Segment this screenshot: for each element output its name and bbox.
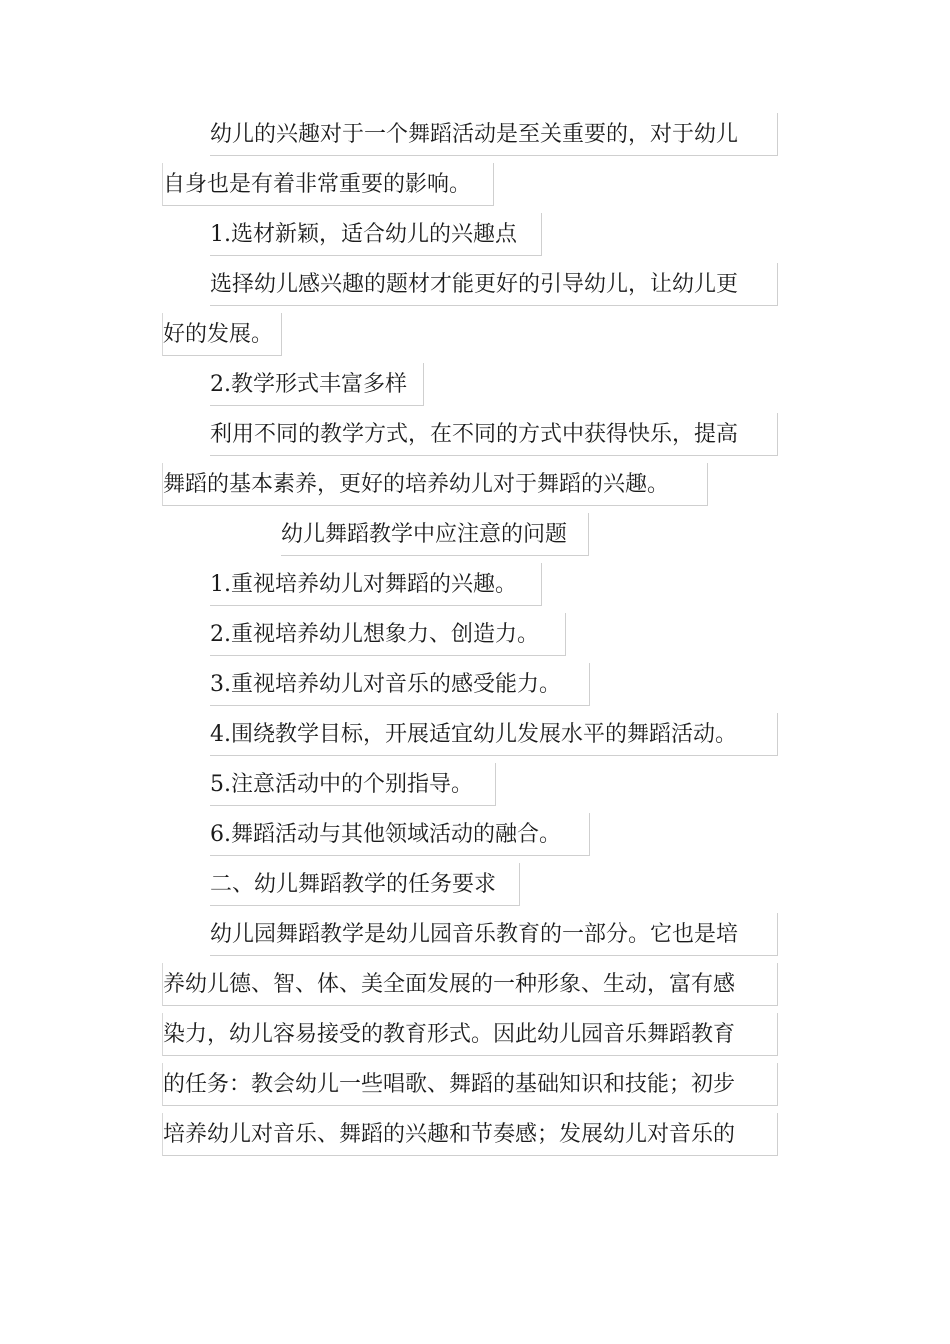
- section-heading: 2.教学形式丰富多样: [210, 363, 424, 406]
- list-item: 1.重视培养幼儿对舞蹈的兴趣。: [210, 563, 542, 606]
- paragraph-line: 养幼儿德、智、体、美全面发展的一种形象、生动，富有感: [162, 963, 778, 1006]
- paragraph-line: 舞蹈的基本素养，更好的培养幼儿对于舞蹈的兴趣。: [162, 463, 708, 506]
- paragraph-line: 培养幼儿对音乐、舞蹈的兴趣和节奏感；发展幼儿对音乐的: [162, 1113, 778, 1156]
- section-heading: 1.选材新颖，适合幼儿的兴趣点: [210, 213, 542, 256]
- paragraph-line: 利用不同的教学方式，在不同的方式中获得快乐，提高: [210, 413, 778, 456]
- paragraph-line: 染力，幼儿容易接受的教育形式。因此幼儿园音乐舞蹈教育: [162, 1013, 778, 1056]
- list-item: 3.重视培养幼儿对音乐的感受能力。: [210, 663, 590, 706]
- section-heading: 二、幼儿舞蹈教学的任务要求: [210, 863, 520, 906]
- paragraph-line: 的任务：教会幼儿一些唱歌、舞蹈的基础知识和技能；初步: [162, 1063, 778, 1106]
- paragraph-line: 好的发展。: [162, 313, 282, 356]
- centered-heading: 幼儿舞蹈教学中应注意的问题: [281, 513, 589, 556]
- paragraph-line: 幼儿的兴趣对于一个舞蹈活动是至关重要的，对于幼儿: [210, 113, 778, 156]
- list-item: 6.舞蹈活动与其他领域活动的融合。: [210, 813, 590, 856]
- paragraph-line: 自身也是有着非常重要的影响。: [162, 163, 494, 206]
- list-item: 5.注意活动中的个别指导。: [210, 763, 496, 806]
- paragraph-line: 选择幼儿感兴趣的题材才能更好的引导幼儿，让幼儿更: [210, 263, 778, 306]
- list-item: 2.重视培养幼儿想象力、创造力。: [210, 613, 566, 656]
- list-item: 4.围绕教学目标，开展适宜幼儿发展水平的舞蹈活动。: [210, 713, 778, 756]
- paragraph-line: 幼儿园舞蹈教学是幼儿园音乐教育的一部分。它也是培: [210, 913, 778, 956]
